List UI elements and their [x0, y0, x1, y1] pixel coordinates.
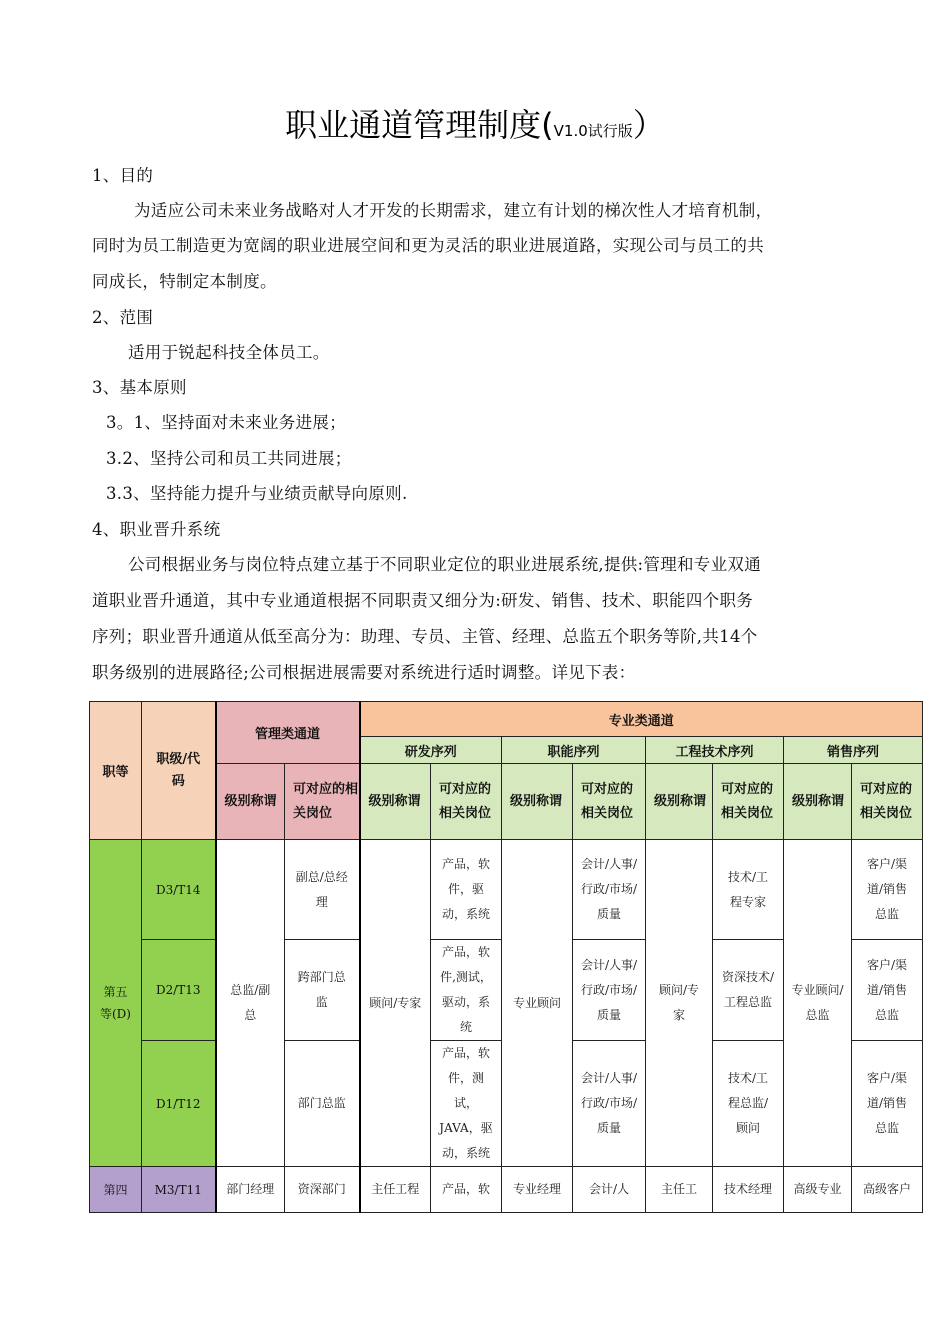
section-1-line-3: 同成长，特制定本制度。 — [92, 272, 277, 291]
func-post-d2: 会计/人事/行政/市场/质量 — [573, 940, 646, 1041]
sales-title-d: 专业顾问/总监 — [784, 840, 852, 1167]
m3-eng-title: 主任工 — [646, 1167, 713, 1213]
m3-mgmt-title: 部门经理 — [216, 1167, 285, 1213]
header-level-code: 职级/代码 — [142, 702, 216, 840]
header-grade: 职等 — [90, 702, 142, 840]
m3-rd-title: 主任工程 — [360, 1167, 431, 1213]
header-eng-title: 级别称谓 — [646, 764, 713, 840]
section-4-heading: 4、职业晋升系统 — [92, 520, 221, 539]
section-1-line-1: 为适应公司未来业务战略对人才开发的长期需求，建立有计划的梯次性人才培育机制， — [134, 201, 773, 220]
header-sales-post: 可对应的相关岗位 — [852, 764, 923, 840]
career-path-table — [89, 701, 923, 1213]
document-title — [0, 100, 950, 146]
grade-4-cell: 第四 — [90, 1167, 142, 1213]
eng-post-d3: 技术/工程专家 — [713, 840, 784, 940]
section-4-line-4: 职务级别的进展路径;公司根据进展需要对系统进行适时调整。详见下表： — [92, 663, 636, 682]
m3-mgmt-post: 资深部门 — [285, 1167, 360, 1213]
mgmt-title-d: 总监/副总 — [216, 840, 285, 1167]
level-m3: M3/T11 — [142, 1167, 216, 1213]
level-d1: D1/T12 — [142, 1041, 216, 1167]
header-rd-title: 级别称谓 — [360, 764, 431, 840]
title-version: V1.0试行版 — [553, 122, 633, 140]
sales-post-d2: 客户/渠道/销售总监 — [852, 940, 923, 1041]
rd-post-d3: 产品，软件，驱动，系统 — [431, 840, 502, 940]
section-2-line-1: 适用于锐起科技全体员工。 — [128, 343, 330, 362]
level-d3: D3/T14 — [142, 840, 216, 940]
header-sales-series: 销售序列 — [784, 737, 923, 764]
header-sales-title: 级别称谓 — [784, 764, 852, 840]
eng-post-d2: 资深技术/工程总监 — [713, 940, 784, 1041]
sales-post-d1: 客户/渠道/销售总监 — [852, 1041, 923, 1167]
m3-rd-post: 产品，软 — [431, 1167, 502, 1213]
rd-post-d1: 产品，软件，测试，JAVA，驱动，系统 — [431, 1041, 502, 1167]
level-d2: D2/T13 — [142, 940, 216, 1041]
eng-title-d: 顾问/专家 — [646, 840, 713, 1167]
section-3-item-1: 3。1、坚持面对未来业务进展； — [106, 413, 346, 432]
section-1-line-2: 同时为员工制造更为宽阔的职业进展空间和更为灵活的职业进展道路，实现公司与员工的共 — [92, 236, 764, 255]
header-engineering-series: 工程技术序列 — [646, 737, 784, 764]
m3-func-title: 专业经理 — [502, 1167, 573, 1213]
section-2-heading: 2、范围 — [92, 308, 154, 327]
header-professional-channel: 专业类通道 — [360, 702, 923, 737]
header-func-post: 可对应的相关岗位 — [573, 764, 646, 840]
header-management-channel: 管理类通道 — [216, 702, 360, 764]
grade-5-cell: 第五等(D) — [90, 840, 142, 1167]
section-3-item-3: 3.3、坚持能力提升与业绩贡献导向原则. — [106, 484, 408, 503]
section-3-heading: 3、基本原则 — [92, 378, 187, 397]
header-function-series: 职能序列 — [502, 737, 646, 764]
rd-title-d: 顾问/专家 — [360, 840, 431, 1167]
eng-post-d1: 技术/工程总监/顾问 — [713, 1041, 784, 1167]
section-4-line-2: 道职业晋升通道，其中专业通道根据不同职责又细分为:研发、销售、技术、职能四个职务 — [92, 591, 754, 610]
rd-post-d2: 产品，软件,测试，驱动，系统 — [431, 940, 502, 1041]
mgmt-post-d3: 副总/总经理 — [285, 840, 360, 940]
func-post-d1: 会计/人事/行政/市场/质量 — [573, 1041, 646, 1167]
m3-func-post: 会计/人 — [573, 1167, 646, 1213]
m3-sales-post: 高级客户 — [852, 1167, 923, 1213]
section-4-line-3: 序列；职业晋升通道从低至高分为：助理、专员、主管、经理、总监五个职务等阶,共14个 — [92, 627, 758, 646]
sales-post-d3: 客户/渠道/销售总监 — [852, 840, 923, 940]
header-eng-post: 可对应的相关岗位 — [713, 764, 784, 840]
header-mgmt-title: 级别称谓 — [216, 764, 285, 840]
title-close: ） — [632, 106, 665, 144]
mgmt-post-d2: 跨部门总监 — [285, 940, 360, 1041]
func-post-d3: 会计/人事/行政/市场/质量 — [573, 840, 646, 940]
m3-eng-post: 技术经理 — [713, 1167, 784, 1213]
header-rd-series: 研发序列 — [360, 737, 502, 764]
m3-sales-title: 高级专业 — [784, 1167, 852, 1213]
section-4-line-1: 公司根据业务与岗位特点建立基于不同职业定位的职业进展系统,提供:管理和专业双通 — [128, 555, 762, 574]
section-1-heading: 1、目的 — [92, 166, 154, 185]
mgmt-post-d1: 部门总监 — [285, 1041, 360, 1167]
header-rd-post: 可对应的相关岗位 — [431, 764, 502, 840]
section-3-item-2: 3.2、坚持公司和员工共同进展； — [106, 449, 352, 468]
header-mgmt-post: 可对应的相关岗位 — [285, 764, 360, 840]
header-func-title: 级别称谓 — [502, 764, 573, 840]
func-title-d: 专业顾问 — [502, 840, 573, 1167]
title-main: 职业通道管理制度( — [285, 106, 554, 144]
